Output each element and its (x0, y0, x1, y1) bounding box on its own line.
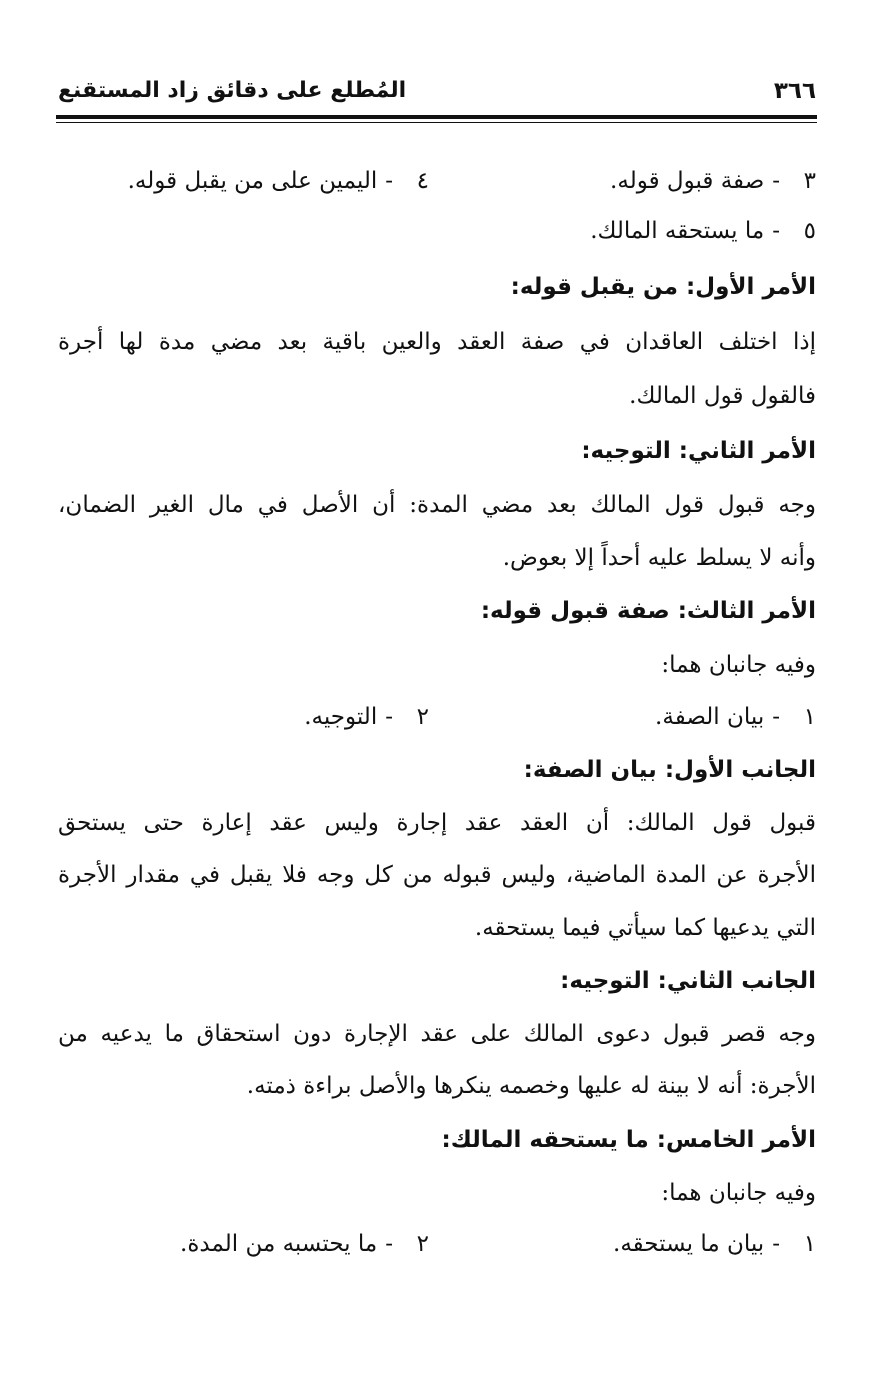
list-item: ٣-صفة قبول قوله. (610, 168, 816, 194)
list-item-text: صفة قبول قوله. (610, 168, 765, 194)
list-item-text: بيان ما يستحقه. (613, 1231, 765, 1257)
list-item-number: ٥ (803, 218, 816, 244)
paragraph-line: الأجرة عن المدة الماضية، وليس قبوله من كل وجه فلا يقبل في مقدار الأجرة (58, 862, 816, 888)
paragraph-line: وجه قبول قول المالك بعد مضي المدة: أن الأصل في مال الغير الضمان، (58, 492, 816, 518)
paragraph-line: وجه قصر قبول دعوى المالك على عقد الإجارة دون استحقاق ما يدعيه من (58, 1021, 816, 1047)
section-heading: الأمر الثالث: صفة قبول قوله: (480, 598, 816, 624)
section-heading: الأمر الأول: من يقبل قوله: (510, 274, 816, 300)
list-item-text: بيان الصفة. (655, 704, 765, 730)
list-item: ٢-التوجيه. (304, 704, 429, 730)
paragraph-line: الأجرة: أنه لا بينة له عليها وخصمه ينكرها والأصل براءة ذمته. (246, 1073, 816, 1099)
paragraph-line: التي يدعيها كما سيأتي فيما يستحقه. (474, 915, 816, 941)
list-item-number: ١ (803, 1231, 816, 1257)
list-item-text: التوجيه. (304, 704, 378, 730)
paragraph-line: قبول قول المالك: أن العقد عقد إجارة وليس عقد إعارة حتى يستحق (58, 810, 816, 836)
section-heading: الأمر الخامس: ما يستحقه المالك: (441, 1127, 816, 1153)
section-heading: الأمر الثاني: التوجيه: (581, 438, 816, 464)
list-item: ١-بيان الصفة. (655, 704, 816, 730)
header-rule-thin (56, 122, 817, 123)
paragraph-line: فالقول قول المالك. (629, 383, 816, 409)
list-item: ١-بيان ما يستحقه. (613, 1231, 816, 1257)
list-item-text: اليمين على من يقبل قوله. (127, 168, 378, 194)
subsection-heading: الجانب الأول: بيان الصفة: (523, 757, 816, 783)
list-item: ٥-ما يستحقه المالك. (590, 218, 816, 244)
page-number: ٣٦٦ (773, 78, 816, 104)
paragraph-line: إذا اختلف العاقدان في صفة العقد والعين باقية بعد مضي مدة لها أجرة (58, 329, 816, 355)
list-item-number: ٣ (803, 168, 816, 194)
list-item-number: ٢ (416, 704, 429, 730)
page-header (58, 76, 816, 110)
list-item-number: ٢ (416, 1231, 429, 1257)
list-item: ٤-اليمين على من يقبل قوله. (127, 168, 429, 194)
list-item-number: ١ (803, 704, 816, 730)
running-title: المُطلع على دقائق زاد المستقنع (58, 78, 407, 103)
paragraph-line: وفيه جانبان هما: (661, 1180, 816, 1206)
list-item-number: ٤ (416, 168, 429, 194)
list-item: ٢-ما يحتسبه من المدة. (180, 1231, 429, 1257)
paragraph-line: وأنه لا يسلط عليه أحداً إلا بعوض. (502, 545, 816, 571)
paragraph-line: وفيه جانبان هما: (661, 652, 816, 678)
list-item-text: ما يستحقه المالك. (590, 218, 765, 244)
subsection-heading: الجانب الثاني: التوجيه: (560, 968, 816, 994)
header-rule-thick (56, 115, 817, 119)
list-item-text: ما يحتسبه من المدة. (180, 1231, 378, 1257)
